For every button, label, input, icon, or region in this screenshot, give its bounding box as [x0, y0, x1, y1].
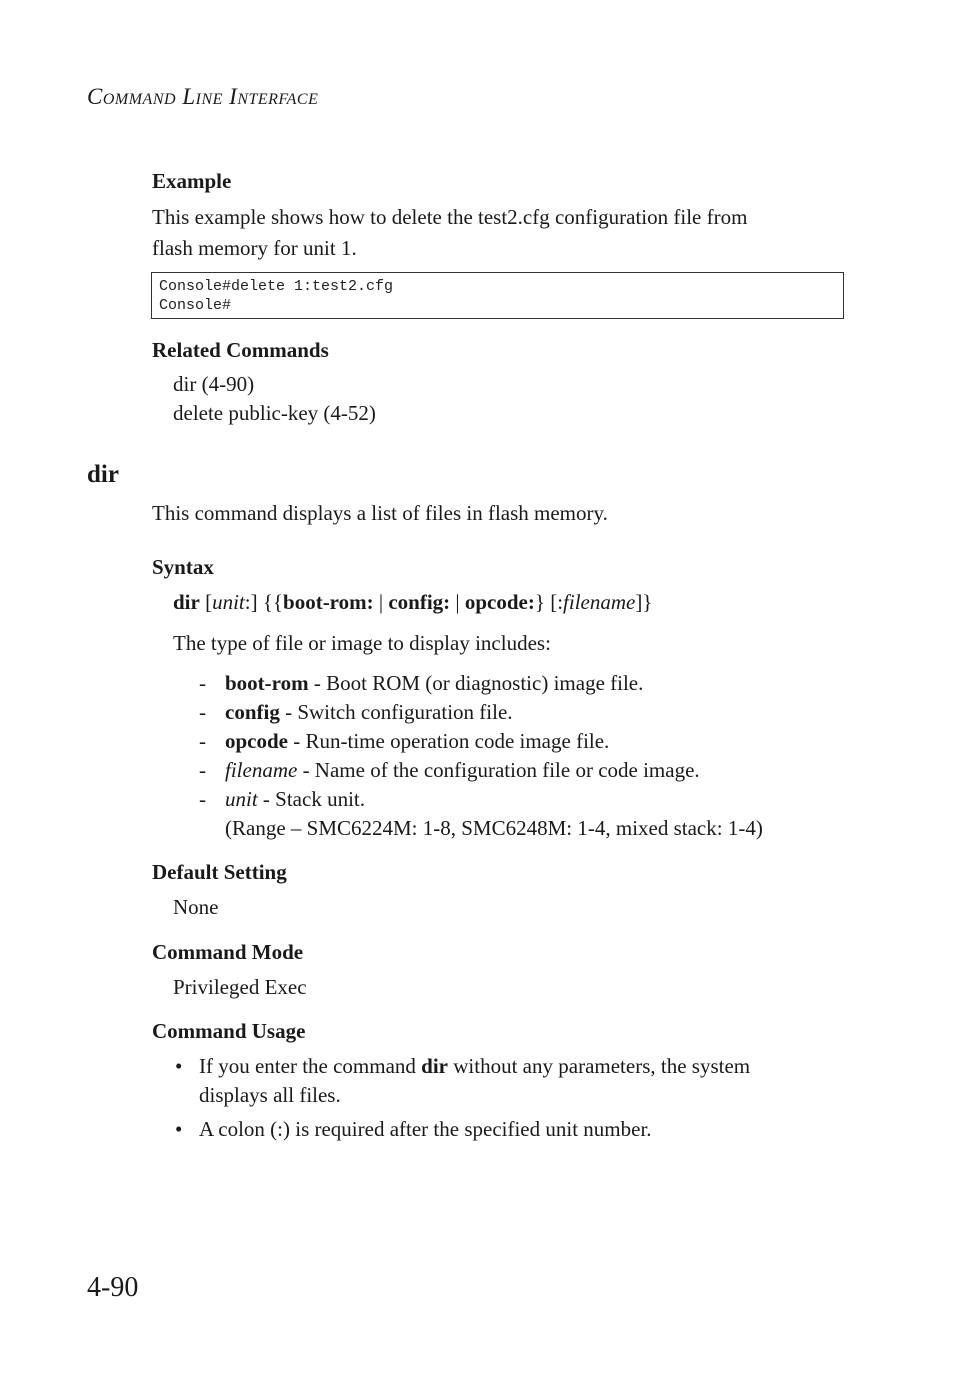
code-example — [151, 272, 844, 319]
list-item-range: (Range – SMC6224M: 1-8, SMC6248M: 1-4, mixed stack: 1-4) — [225, 816, 763, 840]
code-line: Console# — [159, 297, 232, 314]
usage-item-cont: displays all files. — [199, 1083, 341, 1107]
syntax-line: dir [unit:] {{boot-rom: | config: | opcode:} [:filename]} — [173, 590, 653, 614]
bullet: • — [175, 1117, 183, 1141]
list-item: unit - Stack unit. — [225, 787, 365, 811]
list-item: boot-rom - Boot ROM (or diagnostic) image file. — [225, 671, 644, 695]
list-dash: - — [199, 729, 206, 753]
command-usage-heading: Command Usage — [152, 1019, 306, 1043]
related-item: dir (4-90) — [173, 372, 255, 396]
page-number: 4-90 — [87, 1272, 139, 1303]
list-item: opcode - Run-time operation code image file. — [225, 729, 610, 753]
command-mode-heading: Command Mode — [152, 940, 304, 964]
section-description: This command displays a list of files in flash memory. — [152, 501, 608, 525]
list-dash: - — [199, 671, 206, 695]
default-setting-value: None — [173, 895, 219, 919]
command-mode-value: Privileged Exec — [173, 975, 307, 999]
usage-item: A colon (:) is required after the specified unit number. — [199, 1117, 652, 1141]
example-heading: Example — [152, 169, 232, 193]
list-dash: - — [199, 787, 206, 811]
related-commands-heading: Related Commands — [152, 338, 329, 362]
related-item: delete public-key (4-52) — [173, 401, 376, 425]
list-dash: - — [199, 700, 206, 724]
syntax-heading: Syntax — [152, 555, 214, 579]
bullet: • — [175, 1054, 183, 1078]
list-dash: - — [199, 758, 206, 782]
list-item: filename - Name of the configuration file or code image. — [225, 758, 700, 782]
code-line: Console#delete 1:test2.cfg — [159, 278, 394, 295]
section-title: dir — [87, 461, 119, 488]
types-intro: The type of file or image to display includes: — [173, 631, 551, 655]
example-text: This example shows how to delete the test2.cfg configuration file from flash memory for unit 1. — [152, 205, 748, 260]
list-item: config - Switch configuration file. — [225, 700, 513, 724]
running-head: COMMAND LINE INTERFACE — [87, 84, 319, 109]
usage-item: If you enter the command dir without any parameters, the system — [199, 1054, 751, 1078]
default-setting-heading: Default Setting — [152, 860, 287, 884]
